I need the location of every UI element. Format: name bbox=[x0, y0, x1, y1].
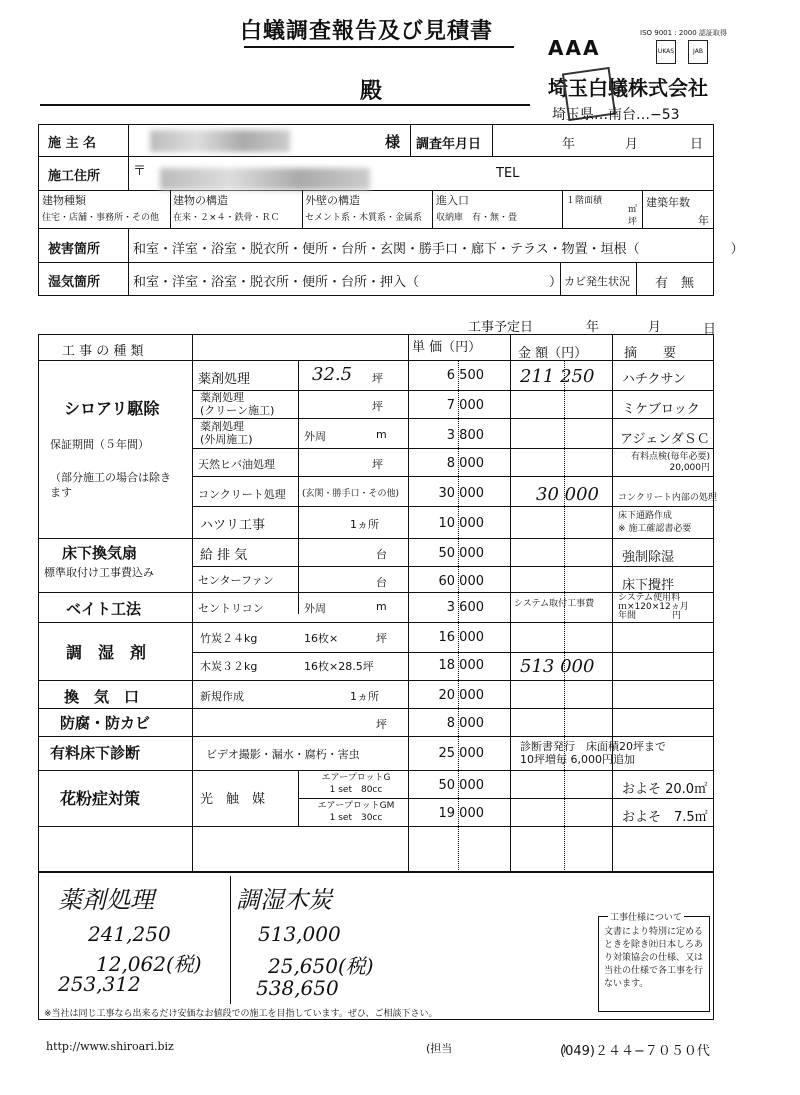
row-line bbox=[38, 622, 714, 623]
info-col-line bbox=[642, 190, 643, 228]
price-hiba: 8 000 bbox=[446, 456, 484, 471]
beit-title: ベイト工法 bbox=[66, 600, 142, 618]
age-label: 建築年数 bbox=[646, 196, 690, 209]
qty-pre-gaishu: 外周 bbox=[304, 430, 326, 443]
mold-label: カビ発生状況 bbox=[564, 275, 630, 288]
qty-pre-concrete: (玄関・勝手口・その他) bbox=[302, 489, 400, 499]
kafun-name: 光 触 媒 bbox=[200, 792, 266, 807]
unit-takesumi: 坪 bbox=[376, 632, 387, 645]
summary-left-title: 薬剤処理 bbox=[58, 886, 154, 914]
price-kyuhaiki: 50 000 bbox=[438, 546, 484, 561]
spec-text: 文書により特別に定めるときを除き㈳日本しろあり対策協会の仕様、又は当社の仕様で各工事を行ないます。 bbox=[604, 927, 704, 989]
row-name-takesumi: 竹炭２４kg bbox=[200, 632, 258, 645]
row-line bbox=[38, 538, 714, 539]
header-kind: 工 事 の 種 類 bbox=[62, 344, 144, 359]
info-row-line bbox=[38, 262, 714, 263]
summary-left-line-3: 253,312 bbox=[58, 972, 141, 996]
info-col-line bbox=[170, 190, 171, 228]
shiroari-partial-note: （部分施工の場合は除きます bbox=[50, 471, 171, 499]
kafun-product-g: エアープロットG 1 set 80cc bbox=[321, 773, 391, 795]
kafun-product-gm: エアープロットGM 1 set 30cc bbox=[317, 801, 395, 823]
row-name-hiba: 天然ヒバ油処理 bbox=[198, 458, 275, 471]
beit-amount-note: システム取付工事費 bbox=[514, 599, 595, 609]
unit-gaishu: m bbox=[376, 428, 387, 441]
damage-label: 被害箇所 bbox=[48, 242, 101, 257]
unit-kyuhaiki: 台 bbox=[376, 548, 387, 561]
kafun-note-gm: およそ 7.5㎡ bbox=[622, 810, 708, 825]
price-gaishu: 3 800 bbox=[446, 428, 484, 443]
schedule-year: 年 bbox=[586, 320, 600, 335]
info-col-line bbox=[302, 190, 303, 228]
schedule-label: 工事予定日 bbox=[468, 320, 534, 335]
unit-hatsuri: 1ヵ所 bbox=[350, 518, 379, 531]
col-line bbox=[192, 334, 193, 872]
row-line bbox=[192, 418, 714, 419]
row-line bbox=[38, 826, 714, 827]
choshitsu-title: 調 湿 剤 bbox=[66, 643, 147, 662]
info-col-line bbox=[410, 124, 411, 156]
mold-options: 有 無 bbox=[655, 276, 695, 291]
wall-label: 外壁の構造 bbox=[305, 194, 360, 207]
footnote: ※当社は同じ工事なら出来るだけ安価なお値段での施工を目指しています。ぜひ、ご相談下さい。 bbox=[44, 1009, 438, 1019]
address-label: 施工住所 bbox=[48, 169, 101, 184]
summary-right-line-2: 25,650(税) bbox=[268, 954, 374, 978]
phone-number: (049)２４４−７０５０代 bbox=[560, 1044, 710, 1059]
info-row-line bbox=[38, 190, 714, 191]
postal-mark: 〒 bbox=[133, 164, 147, 179]
note-hatsuri: 床下通路作成 ※ 施工確認書必要 bbox=[618, 511, 692, 534]
summary-right-title: 調湿木炭 bbox=[236, 886, 332, 914]
bofu-price: 8 000 bbox=[446, 716, 484, 731]
unit-yakuzai: 坪 bbox=[372, 372, 383, 385]
info-col-line bbox=[636, 262, 637, 296]
row-line bbox=[38, 592, 714, 593]
entrance-label: 進入口 bbox=[436, 194, 469, 207]
addressee-suffix: 殿 bbox=[360, 79, 383, 104]
shindan-title: 有料床下診断 bbox=[50, 744, 141, 762]
company-name: 埼玉白蟻株式会社 bbox=[548, 76, 708, 100]
kafun-price-gm: 19 000 bbox=[438, 806, 484, 821]
kafun-note-g: およそ 20.0㎡ bbox=[622, 782, 708, 797]
note-hiba: 有料点検(毎年必要) 20,000円 bbox=[630, 452, 710, 473]
row-name-center-fan: センターファン bbox=[198, 574, 274, 587]
row-name-clean: 薬剤処理 (クリーン施工) bbox=[200, 391, 275, 417]
tanto-label: (担当 ) bbox=[426, 1042, 567, 1055]
row-line bbox=[38, 770, 714, 771]
price-takesumi: 16 000 bbox=[438, 630, 484, 645]
header-unit-price: 単 価（円） bbox=[412, 340, 482, 355]
survey-month-label: 月 bbox=[625, 137, 639, 152]
addressee-line bbox=[40, 104, 530, 106]
row-line bbox=[192, 652, 714, 653]
bofu-title: 防腐・防カビ bbox=[60, 714, 151, 732]
yukashita-sub: 標準取付け工事費込み bbox=[44, 566, 154, 579]
beit-qty-pre: 外周 bbox=[304, 602, 326, 615]
unit-center-fan: 台 bbox=[376, 576, 387, 589]
col-line bbox=[564, 360, 565, 872]
kafun-title: 花粉症対策 bbox=[60, 789, 141, 808]
info-col-line bbox=[128, 124, 129, 190]
document-title: 白蟻調査報告及び見積書 bbox=[240, 19, 494, 44]
row-line bbox=[192, 448, 714, 449]
col-line bbox=[298, 770, 299, 826]
sama-label: 様 bbox=[385, 133, 401, 151]
summary-right-line-3: 538,650 bbox=[256, 976, 339, 1000]
unit-hiba: 坪 bbox=[372, 458, 383, 471]
price-mokutan: 18 000 bbox=[438, 658, 484, 673]
info-col-line bbox=[492, 124, 493, 156]
info-col-line bbox=[128, 228, 129, 296]
client-label: 施 主 名 bbox=[48, 136, 97, 151]
note-concrete: コンクリート内部の処理 bbox=[618, 493, 717, 503]
qty-hand-yakuzai: 32.5 bbox=[312, 364, 353, 385]
header-note: 摘 要 bbox=[624, 346, 677, 361]
survey-date-label: 調査年月日 bbox=[416, 137, 482, 152]
row-name-mokutan: 木炭３２kg bbox=[200, 660, 258, 673]
col-line bbox=[408, 334, 409, 872]
beit-name: セントリコン bbox=[198, 602, 264, 615]
info-row-line bbox=[38, 228, 714, 229]
qty-pre-mokutan: 16枚×28.5坪 bbox=[304, 660, 374, 673]
note-clean: ミケブロック bbox=[622, 402, 700, 417]
website-url: http://www.shiroari.biz bbox=[46, 1040, 174, 1053]
wall-options: セメント系・木質系・金属系 bbox=[305, 213, 423, 223]
summary-left-line-1: 241,250 bbox=[88, 922, 171, 946]
damage-options: 和室・洋室・浴室・脱衣所・便所・台所・玄関・勝手口・廊下・テラス・物置・垣根（ ） bbox=[133, 242, 744, 257]
price-hatsuri: 10 000 bbox=[438, 516, 484, 531]
client-name-redacted bbox=[150, 130, 290, 152]
row-line bbox=[192, 566, 714, 567]
survey-year-label: 年 bbox=[562, 137, 576, 152]
row-line bbox=[38, 708, 714, 709]
col-line bbox=[510, 334, 511, 872]
row-name-kyuhaiki: 給 排 気 bbox=[200, 548, 248, 563]
shiroari-warranty: 保証期間（５年間） bbox=[50, 438, 149, 451]
yukashita-title: 床下換気扇 bbox=[62, 544, 138, 562]
ukas-badge: UKAS bbox=[656, 40, 676, 64]
summary-right-line-1: 513,000 bbox=[258, 922, 341, 946]
building-type-label: 建物種類 bbox=[42, 194, 86, 207]
age-unit: 年 bbox=[698, 214, 709, 227]
note-center-fan: 床下攪拌 bbox=[622, 578, 675, 593]
summary-left-line-2: 12,062(税) bbox=[96, 952, 202, 976]
info-col-line bbox=[562, 190, 563, 228]
floor-area-unit-m2: ㎡ bbox=[628, 205, 638, 215]
schedule-day: 日 bbox=[703, 322, 717, 337]
spec-title: 工事仕様について bbox=[608, 910, 684, 923]
row-line bbox=[298, 798, 714, 799]
price-concrete: 30 000 bbox=[438, 486, 484, 501]
shindan-note: 診断書発行 床面積20坪まで 10坪増毎 6,000円追加 bbox=[520, 740, 666, 766]
amount-hand-concrete: 30 000 bbox=[536, 484, 599, 505]
beit-unit: m bbox=[376, 600, 387, 613]
amount-hand-mokutan: 513 000 bbox=[520, 656, 595, 677]
humid-label: 湿気箇所 bbox=[48, 275, 101, 290]
structure-options: 在来・２×４・鉄骨・ＲＣ bbox=[173, 213, 280, 223]
row-name-concrete: コンクリート処理 bbox=[198, 488, 286, 501]
kanki-unit: 1ヵ所 bbox=[350, 690, 379, 703]
title-underline bbox=[244, 46, 514, 48]
bofu-unit: 坪 bbox=[376, 718, 387, 731]
address-redacted bbox=[160, 168, 370, 190]
building-type-options: 住宅・店舗・事務所・その他 bbox=[42, 213, 160, 223]
row-line bbox=[192, 476, 714, 477]
floor-area-unit-tsubo: 坪 bbox=[628, 217, 638, 227]
kafun-price-g: 50 000 bbox=[438, 778, 484, 793]
kanki-title: 換 気 口 bbox=[64, 688, 140, 706]
row-name-yakuzai: 薬剤処理 bbox=[198, 372, 251, 387]
row-line bbox=[192, 506, 714, 507]
unit-clean: 坪 bbox=[372, 400, 383, 413]
shindan-price: 25 000 bbox=[438, 746, 484, 761]
row-line bbox=[38, 680, 714, 681]
floor-area-label: １階面積 bbox=[566, 196, 603, 206]
note-gaishu: アジェンダＳＣ bbox=[620, 432, 710, 447]
humid-options: 和室・洋室・浴室・脱衣所・便所・台所・押入（ ） bbox=[133, 275, 563, 290]
row-line bbox=[38, 736, 714, 737]
shiroari-title: シロアリ駆除 bbox=[64, 399, 160, 418]
summary-divider bbox=[230, 876, 231, 1004]
note-kyuhaiki: 強制除湿 bbox=[622, 550, 675, 565]
row-line bbox=[38, 360, 714, 361]
price-yakuzai: 6 500 bbox=[446, 368, 484, 383]
tel-label: TEL bbox=[496, 166, 520, 181]
jab-badge: JAB bbox=[688, 40, 708, 64]
row-name-gaishu: 薬剤処理 (外周施工) bbox=[200, 420, 253, 446]
qty-pre-takesumi: 16枚× bbox=[304, 632, 339, 645]
structure-label: 建物の構造 bbox=[173, 194, 228, 207]
entrance-options: 収納庫 有・無・畳 bbox=[436, 213, 518, 223]
schedule-month: 月 bbox=[648, 320, 662, 335]
beit-note: システム使用料 ｍ×120×12ヵ月 年間 円 bbox=[618, 593, 689, 621]
kanki-name: 新規作成 bbox=[200, 690, 244, 703]
col-line bbox=[612, 334, 613, 872]
col-line bbox=[298, 360, 299, 614]
price-center-fan: 60 000 bbox=[438, 574, 484, 589]
kanki-price: 20 000 bbox=[438, 688, 484, 703]
iso-certification: ISO 9001 : 2000 認証取得 bbox=[640, 29, 727, 37]
company-address: 埼玉県…南台…−53 bbox=[552, 107, 680, 123]
price-clean: 7 000 bbox=[446, 398, 484, 413]
row-name-hatsuri: ハツリ工事 bbox=[200, 518, 266, 533]
amount-hand-yakuzai: 211 250 bbox=[520, 366, 595, 387]
note-yakuzai: ハチクサン bbox=[622, 372, 686, 387]
company-logo: AAA bbox=[548, 36, 601, 60]
shindan-name: ビデオ撮影・漏水・腐朽・害虫 bbox=[206, 748, 360, 761]
info-col-line bbox=[432, 190, 433, 228]
header-amount: 金 額（円） bbox=[518, 346, 588, 361]
survey-day-label: 日 bbox=[690, 137, 704, 152]
beit-price: 3 600 bbox=[446, 600, 484, 615]
info-row-line bbox=[38, 156, 714, 157]
